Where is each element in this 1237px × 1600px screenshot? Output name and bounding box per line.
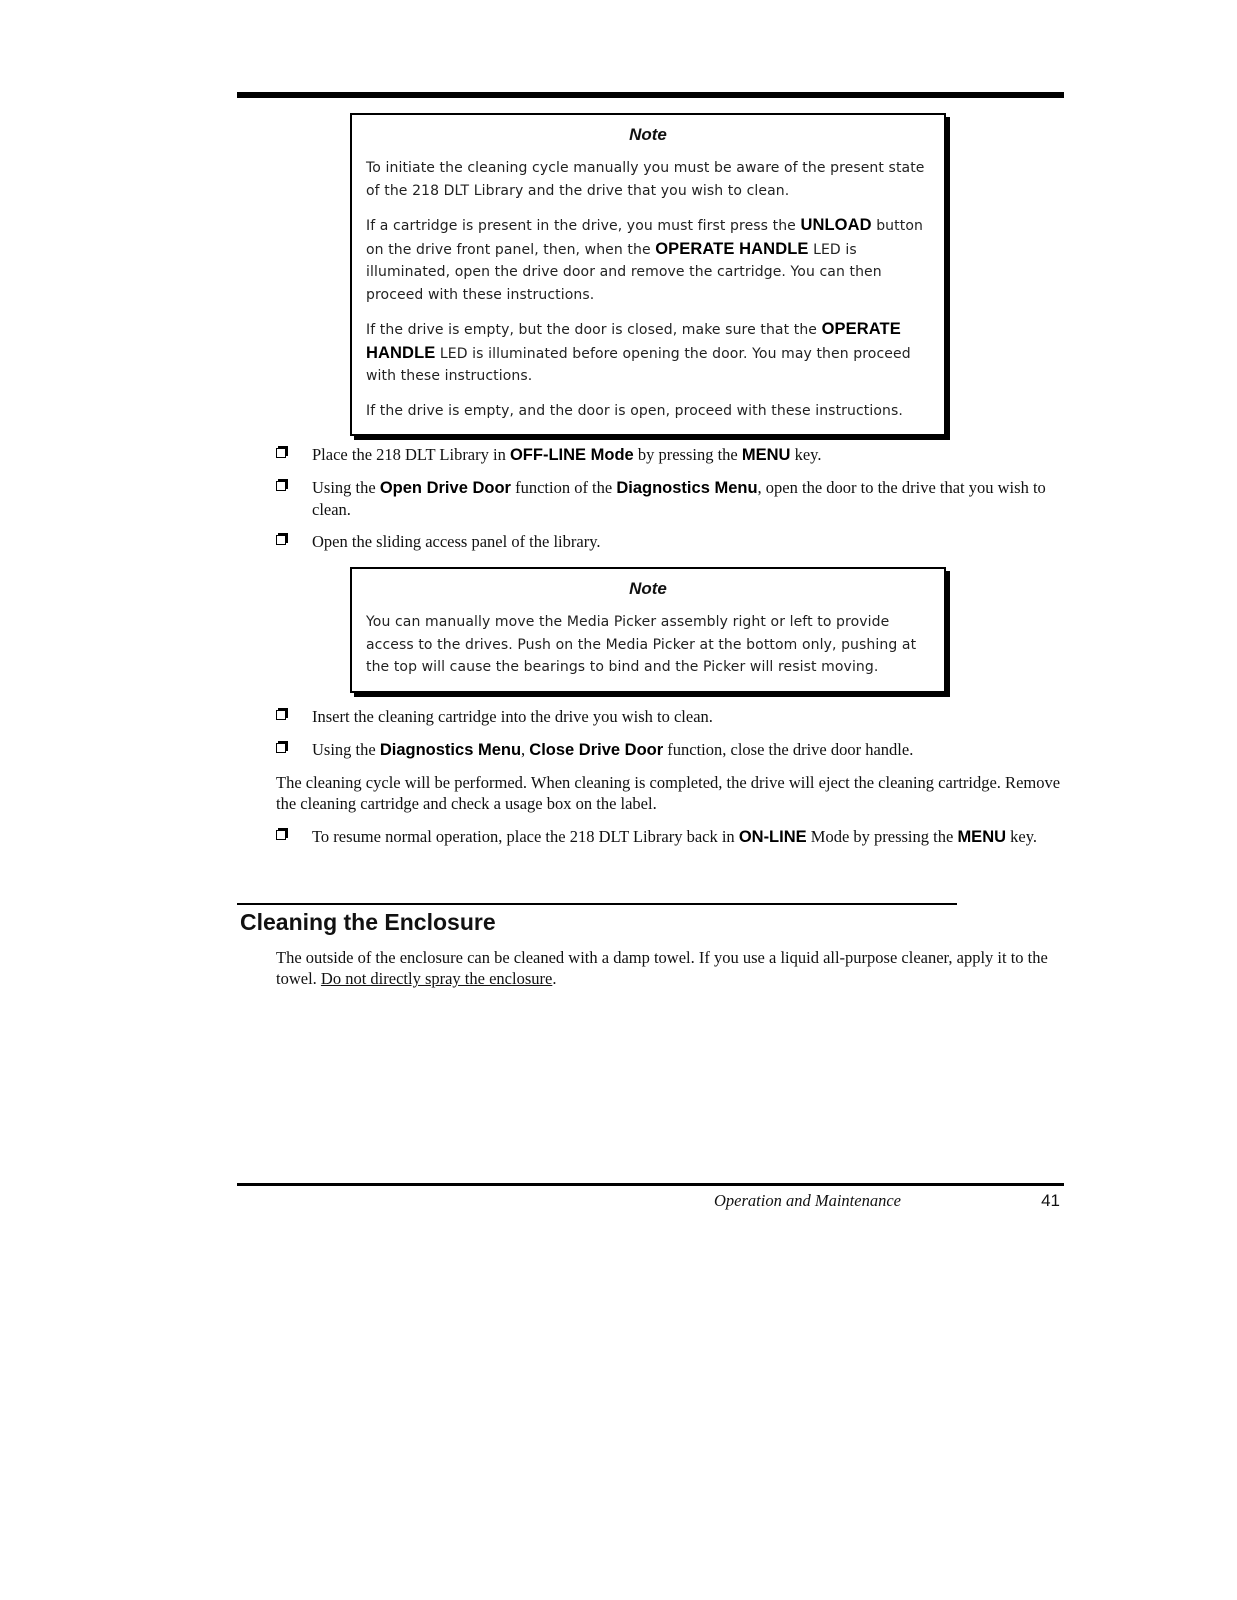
- checkbox-icon: [276, 481, 286, 491]
- note-paragraph: If a cartridge is present in the drive, you must first press the UNLOAD button on the drive front panel, then, when the OPERATE HANDLE LED is illuminated, open the drive door and remove the cartridge. You can then proceed with these instructions.: [366, 216, 923, 303]
- checkbox-icon: [276, 743, 286, 753]
- step-item: Place the 218 DLT Library in OFF-LINE Mode by pressing the MENU key.: [276, 444, 1066, 466]
- note-paragraph: You can manually move the Media Picker assembly right or left to provide access to the drives. Push on the Media Picker at the bottom only, pushing at the top will cause the bearings to bind and the Picker will resist moving.: [366, 614, 917, 675]
- underlined-warning: Do not directly spray the enclosure: [320, 969, 553, 988]
- operate-handle-keyword: OPERATE HANDLE: [366, 320, 901, 362]
- offline-mode-keyword: OFF-LINE Mode: [509, 446, 634, 464]
- section-divider: [237, 903, 957, 905]
- footer-rule: [237, 1183, 1064, 1186]
- step-item: Insert the cleaning cartridge into the drive you wish to clean.: [276, 706, 1066, 727]
- step-item: Using the Diagnostics Menu, Close Drive Door function, close the drive door handle.: [276, 739, 1066, 761]
- checkbox-icon: [276, 710, 286, 720]
- note-paragraph: If the drive is empty, and the door is open, proceed with these instructions.: [366, 402, 903, 419]
- menu-keyword: MENU: [741, 446, 791, 464]
- step-item: To resume normal operation, place the 218 DLT Library back in ON-LINE Mode by pressing the MENU key.: [276, 826, 1066, 848]
- open-drive-door-keyword: Open Drive Door: [379, 479, 511, 497]
- online-keyword: ON-LINE: [738, 828, 807, 846]
- unload-keyword: UNLOAD: [800, 216, 872, 234]
- note-box-media-picker: [350, 567, 946, 693]
- note-paragraph: To initiate the cleaning cycle manually you must be aware of the present state of the 218 DLT Library and the drive that you wish to clean.: [366, 160, 925, 199]
- enclosure-paragraph: The outside of the enclosure can be cleaned with a damp towel. If you use a liquid all-purpose cleaner, apply it to the towel. Do not directly spray the enclosure.: [276, 948, 1048, 988]
- note-box-cleaning-state: [350, 113, 946, 436]
- checkbox-icon: [276, 535, 286, 545]
- header-rule: [237, 92, 1064, 98]
- menu-keyword: MENU: [957, 828, 1007, 846]
- note-title: Note: [629, 125, 667, 144]
- step-item: Using the Open Drive Door function of the Diagnostics Menu, open the door to the drive that you wish to clean.: [276, 477, 1066, 520]
- operate-handle-keyword: OPERATE HANDLE: [655, 239, 809, 258]
- close-drive-door-keyword: Close Drive Door: [529, 741, 664, 759]
- note-title: Note: [629, 579, 667, 598]
- checkbox-icon: [276, 830, 286, 840]
- section-heading: Cleaning the Enclosure: [240, 909, 496, 935]
- diagnostics-menu-keyword: Diagnostics Menu: [616, 479, 758, 497]
- footer-chapter-title: Operation and Maintenance: [714, 1191, 901, 1210]
- note-paragraph: If the drive is empty, but the door is closed, make sure that the OPERATE HANDLE LED is illuminated before opening the door. You may then proceed with these instructions.: [366, 320, 911, 384]
- checkbox-icon: [276, 448, 286, 458]
- page-number: 41: [1041, 1191, 1060, 1210]
- cleaning-cycle-paragraph: The cleaning cycle will be performed. When cleaning is completed, the drive will eject the cleaning cartridge. Remove the cleaning cartridge and check a usage box on the label.: [276, 773, 1061, 813]
- step-item: Open the sliding access panel of the library.: [276, 531, 1066, 552]
- diagnostics-menu-keyword: Diagnostics Menu: [379, 741, 522, 759]
